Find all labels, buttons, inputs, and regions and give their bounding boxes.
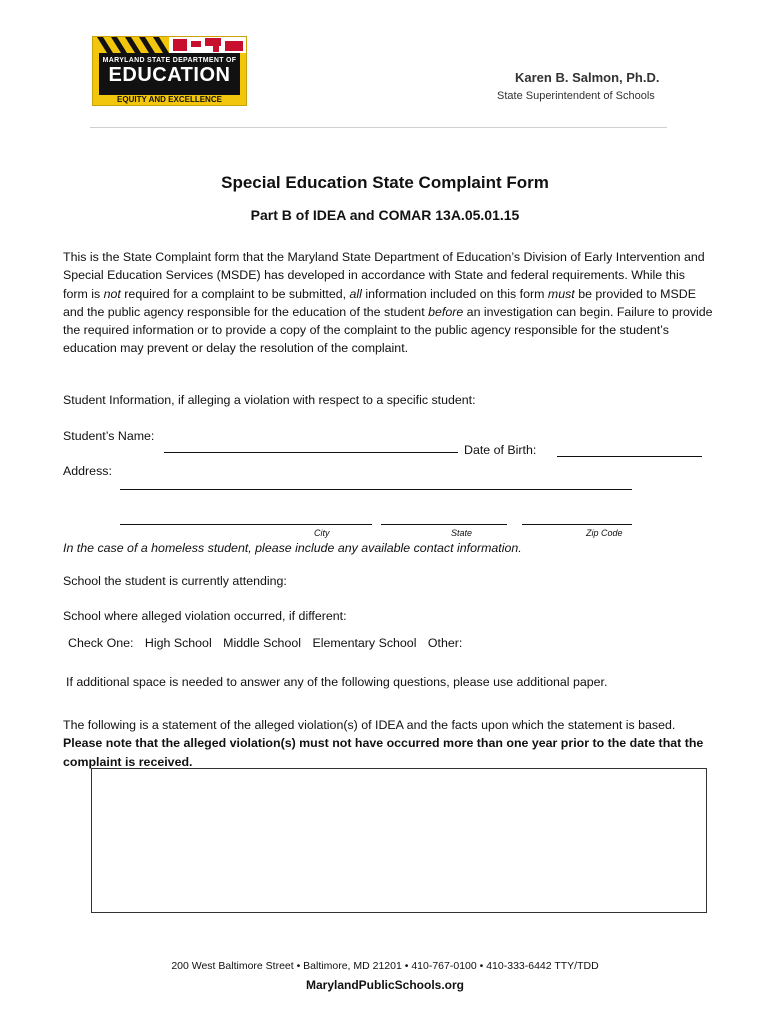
check-one-label: Check One: xyxy=(68,636,134,650)
school-attending-label: School the student is currently attending: xyxy=(63,574,287,588)
superintendent-name: Karen B. Salmon, Ph.D. xyxy=(515,70,660,85)
option-middle-school[interactable]: Middle School xyxy=(223,636,301,650)
state-label: State xyxy=(451,528,473,538)
additional-space-note: If additional space is needed to answer any of the following questions, please use additional paper. xyxy=(66,675,608,689)
address-street-field[interactable] xyxy=(120,489,632,490)
intro-paragraph: This is the State Complaint form that the Maryland State Department of Education’s Division of Early Intervention and Special Education Services (MSDE) has developed in accordance with State and federal requirements. While this form is not required for a complaint to be submitted, all information included on this form must be provided to MSDE and the public agency responsible for the education of the student before an investigation can begin. Failure to provide the required information or to provide a copy of the complaint to the public agency responsible for the student’s education may prevent or delay the resolution of the complaint. xyxy=(63,250,713,356)
homeless-note: In the case of a homeless student, please include any available contact information. xyxy=(63,541,522,555)
dob-field[interactable] xyxy=(557,456,702,457)
statement-instructions: The following is a statement of the alleged violation(s) of IDEA and the facts upon which the statement is based. Please note that the alleged violation(s) must not have occurred more than one year prior to the date that the complaint is received. xyxy=(63,718,704,769)
footer-website[interactable]: MarylandPublicSchools.org xyxy=(305,978,465,992)
address-label: Address: xyxy=(63,464,112,478)
check-one-row xyxy=(68,636,462,650)
statement-textbox[interactable] xyxy=(91,768,707,913)
msde-logo xyxy=(92,36,247,106)
logo-wordmark xyxy=(99,53,240,95)
superintendent-title: State Superintendent of Schools xyxy=(497,90,655,102)
logo-tagline: EQUITY AND EXCELLENCE xyxy=(117,95,222,104)
zip-field[interactable] xyxy=(522,524,632,525)
school-violation-label: School where alleged violation occurred, if different: xyxy=(63,609,347,623)
form-title: Special Education State Complaint Form xyxy=(221,173,549,192)
option-other[interactable]: Other: xyxy=(427,636,463,650)
city-field[interactable] xyxy=(120,524,372,525)
option-elementary-school[interactable]: Elementary School xyxy=(312,636,417,650)
dob-label: Date of Birth: xyxy=(464,443,537,457)
state-field[interactable] xyxy=(381,524,507,525)
zip-label: Zip Code xyxy=(586,528,623,538)
header-divider xyxy=(90,127,667,128)
maryland-flag-banner xyxy=(93,37,246,53)
logo-line1: MARYLAND STATE DEPARTMENT OF xyxy=(102,57,237,64)
city-label: City xyxy=(314,528,330,538)
student-info-label: Student Information, if alleging a violation with respect to a specific student: xyxy=(63,393,476,407)
form-subtitle: Part B of IDEA and COMAR 13A.05.01.15 xyxy=(250,207,520,223)
student-name-field[interactable] xyxy=(164,452,458,453)
option-high-school[interactable]: High School xyxy=(144,636,212,650)
footer-address: 200 West Baltimore Street • Baltimore, MD 21201 • 410-767-0100 • 410-333-6442 TTY/TDD xyxy=(171,960,599,972)
student-name-label: Student’s Name: xyxy=(63,429,155,443)
logo-line2: EDUCATION xyxy=(108,64,231,86)
